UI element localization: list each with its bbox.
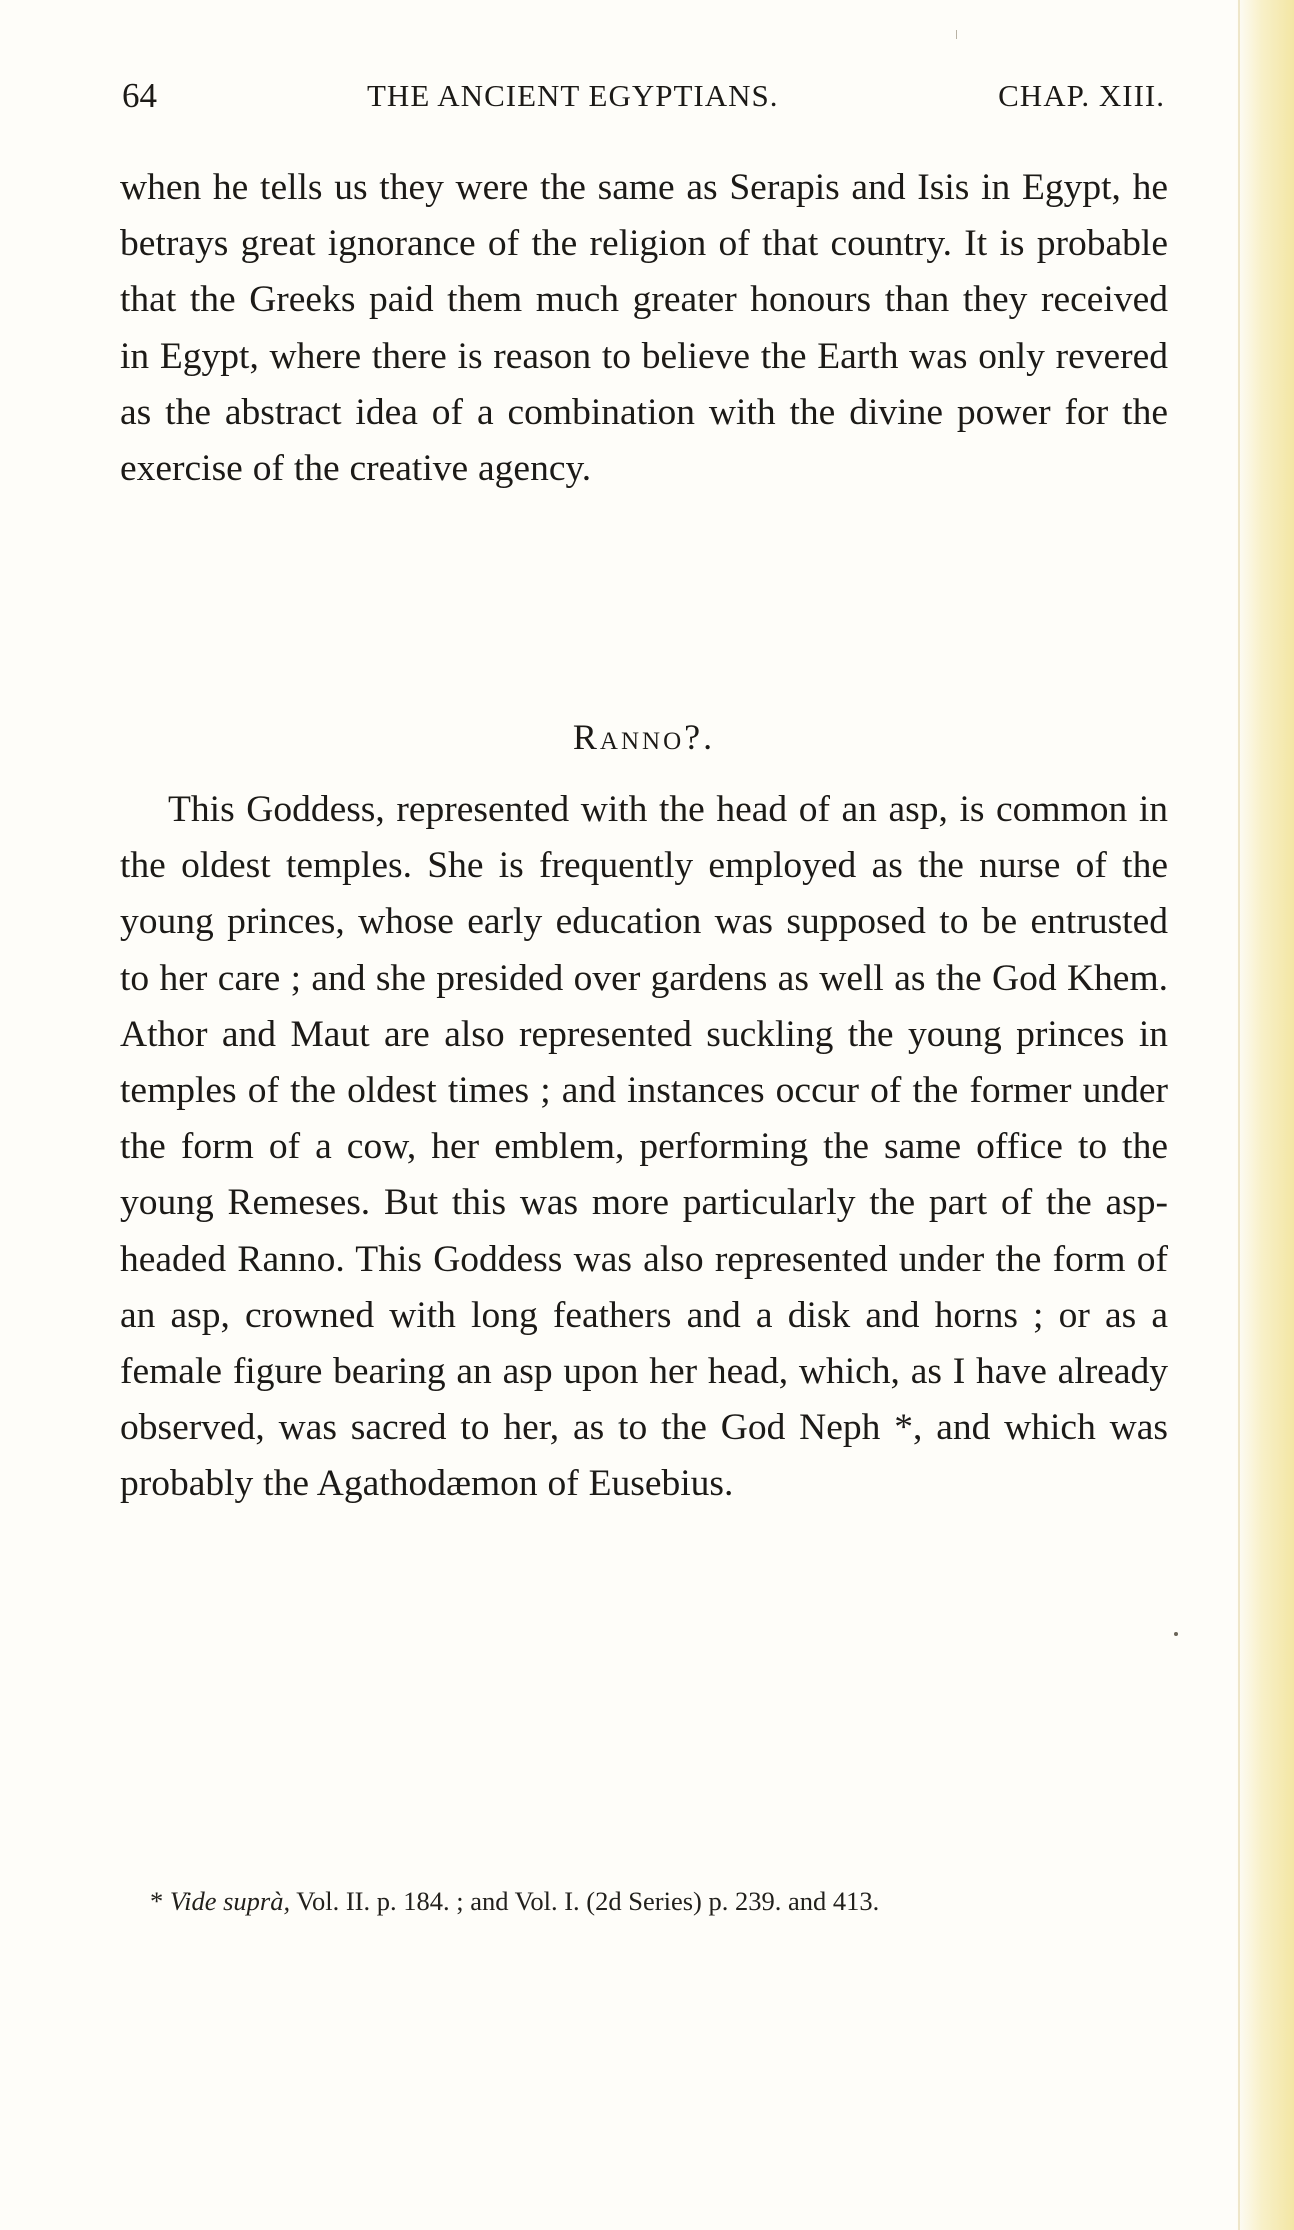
paragraph-2: This Goddess, represented with the head of an asp, is common in the oldest temples. She is frequently employed as the nurse of the young princes, whose early education was supposed to be entrusted to her care ; and she presided over gardens as well as the God Khem. Athor and Maut are also represented suckling the young princes in temples of the oldest times ; and instances occur of the former under the form of a cow, her emblem, performing the same office to the young Remeses. But this was more particularly the part of the asp-headed Ranno. This Goddess was also represented under the form of an asp, crowned with long feathers and a disk and horns ; or as a female figure bearing an asp upon her head, which, as I have already observed, was sacred to her, as to the God Neph *, and which was probably the Agathodæmon of Eusebius. [120, 789, 1168, 1505]
footnote-italic-reference: Vide suprà, [169, 1886, 291, 1916]
footnote-marker: * [150, 1886, 164, 1916]
page-number: 64 [122, 76, 157, 115]
section-heading: Ranno?. [572, 717, 716, 757]
paper-speck [956, 30, 957, 39]
running-header [122, 76, 1165, 116]
page-edge-shadow [1236, 0, 1294, 2230]
chapter-label: CHAP. XIII. [998, 78, 1165, 113]
paragraph-1: when he tells us they were the same as Serapis and Isis in Egypt, he betrays great ignorance of the religion of that country. It is probable that the Greeks paid them much greater honours than they received in Egypt, where there is reason to believe the Earth was only revered as the abstract idea of a combination with the divine power for the exercise of the creative agency. [120, 167, 1168, 490]
running-title: THE ANCIENT EGYPTIANS. [367, 78, 779, 113]
footnote [120, 1883, 1168, 1919]
page-edge-line [1238, 0, 1240, 2230]
margin-dot [1174, 1632, 1178, 1636]
footnote-text: Vol. II. p. 184. ; and Vol. I. (2d Series) p. 239. and 413. [296, 1886, 880, 1916]
